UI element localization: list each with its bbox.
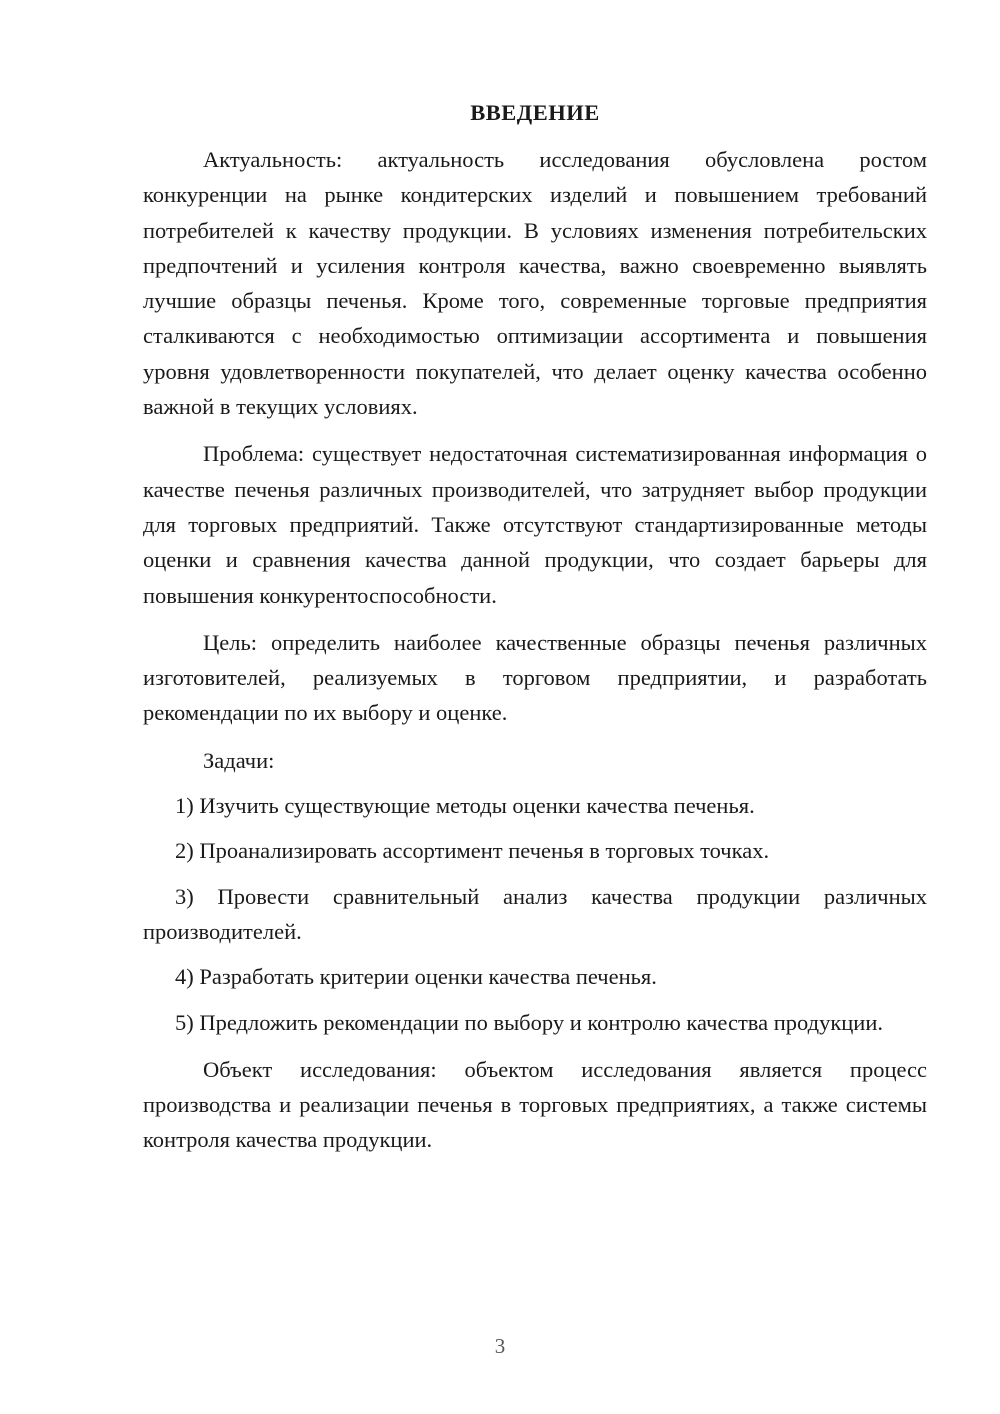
page-content (143, 95, 927, 1158)
task-item: 3) Провести сравнительный анализ качества продукции различных производителей. (143, 883, 927, 944)
page-number: 3 (494, 1334, 506, 1358)
relevance-paragraph: Актуальность: актуальность исследования обусловлена ростом конкуренции на рынке кондитерских изделий и повышением требований потребителей к качеству продукции. В условиях изменения потребительских предпочтений и усиления контроля качества, важно своевременно выявлять лучшие образцы печенья. Кроме того, современные торговые предприятия сталкиваются с необходимостью оптимизации ассортимента и повышения уровня удовлетворенности покупателей, что делает оценку качества особенно важной в текущих условиях. (143, 147, 927, 420)
task-item: 2) Проанализировать ассортимент печенья в торговых точках. (175, 838, 770, 864)
problem-paragraph: Проблема: существует недостаточная систематизированная информация о качестве печенья различных производителей, что затрудняет выбор продукции для торговых предприятий. Также отсутствуют стандартизированные методы оценки и сравнения качества данной продукции, что создает барьеры для повышения конкурентоспособности. (143, 441, 927, 608)
goal-paragraph: Цель: определить наиболее качественные образцы печенья различных изготовителей, реализуемых в торговом предприятии, и разработать рекомендации по их выбору и оценке. (143, 629, 927, 726)
tasks-heading: Задачи: (203, 747, 275, 773)
task-item: 4) Разработать критерии оценки качества печенья. (175, 964, 657, 990)
task-item: 5) Предложить рекомендации по выбору и контролю качества продукции. (175, 1009, 883, 1035)
section-heading: ВВЕДЕНИЕ (470, 100, 600, 125)
task-item: 1) Изучить существующие методы оценки качества печенья. (175, 793, 755, 819)
object-paragraph: Объект исследования: объектом исследования является процесс производства и реализации печенья в торговых предприятиях, а также системы контроля качества продукции. (143, 1056, 927, 1153)
